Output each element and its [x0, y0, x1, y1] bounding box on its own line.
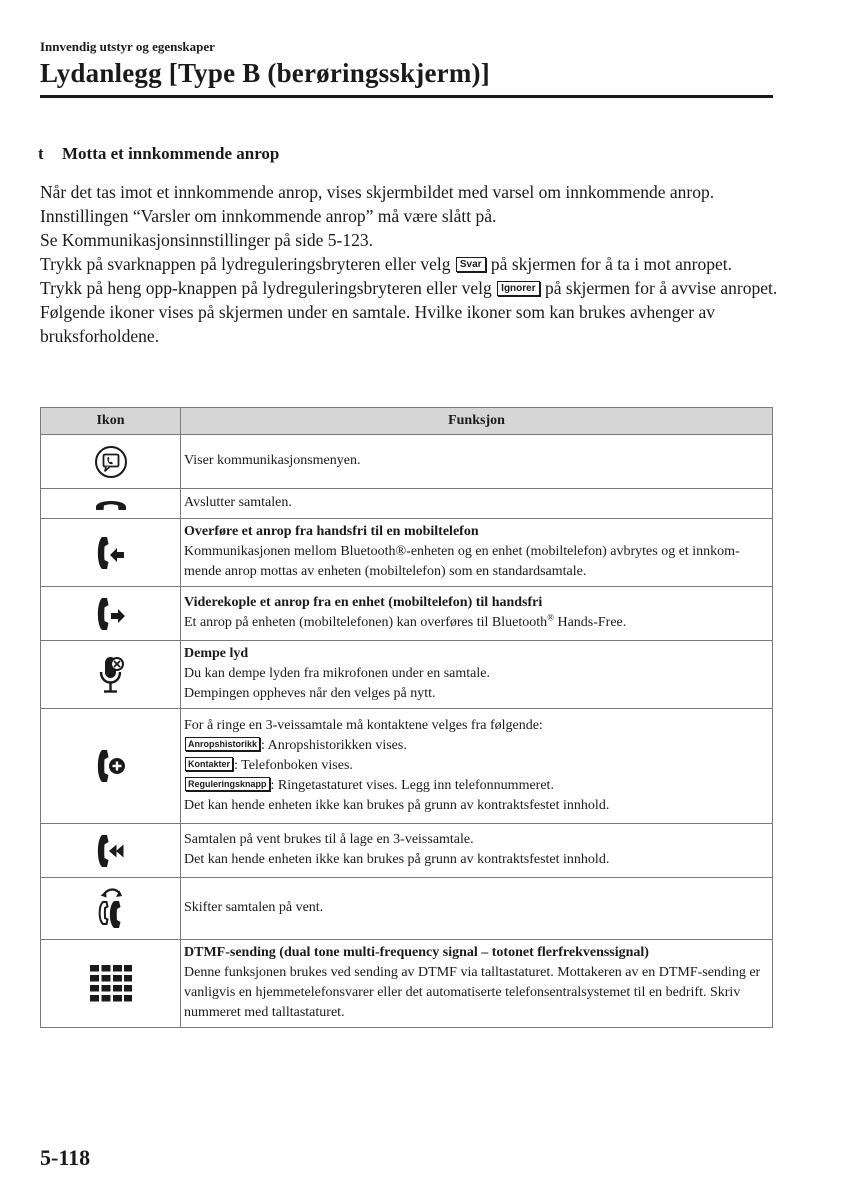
- function-text: For å ringe en 3-veissamtale må kontaktene velges fra følgende:: [184, 717, 543, 733]
- function-cell: [181, 709, 773, 824]
- icon-cell: [41, 824, 181, 878]
- ignore-key-label: Ignorer: [497, 281, 539, 296]
- function-title: Overføre et anrop fra handsfri til en mobiltelefon: [184, 524, 479, 539]
- section-label: Innvendig utstyr og egenskaper: [40, 39, 215, 54]
- transfer-to-handsfree-icon: [91, 594, 131, 634]
- table-row: [41, 940, 773, 1028]
- page-title: Lydanlegg [Type B (berøringsskjerm)]: [40, 58, 490, 88]
- function-title: Dempe lyd: [184, 646, 249, 661]
- end-call-icon: [94, 495, 128, 513]
- column-header-function: Funksjon: [181, 408, 773, 435]
- transfer-to-phone-icon: [91, 533, 131, 573]
- function-text: Denne funksjonen brukes ved sending av DTMF via talltastaturet. Mottakeren av en DTMF-sending er vanligvis en hjemmetelefonsvarer eller det automatiserte telefonsentralsystemet til en bedrift. Skriv nummeret med talltastaturet.: [184, 965, 761, 1020]
- table-row: [41, 435, 773, 489]
- function-text: Avslutter samtalen.: [184, 495, 292, 510]
- table-row: [41, 709, 773, 824]
- icon-cell: [41, 435, 181, 489]
- subsection-heading: [38, 144, 279, 164]
- swap-calls-icon: [91, 886, 131, 932]
- table-row: [41, 519, 773, 587]
- function-cell: [181, 940, 773, 1028]
- table-row: [41, 878, 773, 940]
- title-rule: [40, 95, 773, 98]
- table-row: [41, 641, 773, 709]
- icon-cell: [41, 587, 181, 641]
- merge-calls-icon: [91, 831, 131, 871]
- function-text: Dempingen oppheves når den velges på nytt.: [184, 686, 436, 701]
- icon-cell: [41, 709, 181, 824]
- function-text: Du kan dempe lyden fra mikrofonen under en samtale.: [184, 666, 490, 681]
- function-cell: [181, 489, 773, 519]
- option-line: Reguleringsknapp : Ringetastaturet vises. Legg inn telefonnummeret.: [184, 776, 767, 796]
- intro-paragraph: Se Kommunikasjonsinnstillinger på side 5-123.: [40, 230, 373, 250]
- function-title: Viderekople et anrop fra en enhet (mobiltelefon) til handsfri: [184, 595, 543, 610]
- intro-paragraph: Trykk på heng opp-knappen på lydreguleringsbryteren eller velg Ignorer på skjermen for å avvise anropet.: [40, 278, 778, 298]
- function-cell: [181, 519, 773, 587]
- intro-paragraph: Trykk på svarknappen på lydreguleringsbryteren eller velg Svar på skjermen for å ta i mot anropet.: [40, 254, 732, 274]
- icon-cell: [41, 940, 181, 1028]
- mute-microphone-icon: [94, 653, 128, 697]
- call-history-key-label: Anropshistorikk: [185, 737, 260, 751]
- intro-paragraph: Følgende ikoner vises på skjermen under en samtale. Hvilke ikoner som kan brukes avhenger av bruksforholdene.: [40, 302, 716, 346]
- option-line: Anropshistorikk : Anropshistorikken vises.: [184, 736, 767, 756]
- bullet-icon: t: [38, 144, 44, 163]
- intro-text: [40, 180, 780, 348]
- table-header-row: [41, 408, 773, 435]
- keypad-key-label: Reguleringsknapp: [185, 777, 270, 791]
- column-header-icon: Ikon: [41, 408, 181, 435]
- function-text: Skifter samtalen på vent.: [184, 900, 324, 915]
- function-cell: [181, 878, 773, 940]
- subsection-title: Motta et innkommende anrop: [62, 144, 280, 163]
- function-cell: [181, 587, 773, 641]
- contacts-key-label: Kontakter: [185, 757, 233, 771]
- function-cell: [181, 641, 773, 709]
- icon-cell: [41, 878, 181, 940]
- function-text: Viser kommunikasjonsmenyen.: [184, 453, 361, 468]
- icon-table: [40, 407, 773, 1028]
- add-call-icon: [91, 746, 131, 786]
- icon-cell: [41, 519, 181, 587]
- table-row: [41, 824, 773, 878]
- function-text: Samtalen på vent brukes til å lage en 3-veissamtale.: [184, 832, 474, 847]
- table-row: [41, 587, 773, 641]
- answer-key-label: Svar: [456, 257, 486, 272]
- icon-cell: [41, 641, 181, 709]
- function-text: Et anrop på enheten (mobiltelefonen) kan overføres til Bluetooth® Hands-Free.: [184, 612, 627, 630]
- intro-paragraph: Når det tas imot et innkommende anrop, vises skjermbildet med varsel om innkommende anrop. Innstillingen “Varsler om innkommende anrop” må være slått på.: [40, 182, 715, 226]
- icon-cell: [41, 489, 181, 519]
- communication-menu-icon: [94, 445, 128, 479]
- function-text: Kommunikasjonen mellom Bluetooth®-enheten og en enhet (mobiltelefon) avbrytes og et innkom-mende anrop mottas av enheten (mobiltelefon) som en standardsamtale.: [184, 544, 740, 579]
- function-cell: [181, 824, 773, 878]
- table-row: [41, 489, 773, 519]
- option-line: Kontakter : Telefonboken vises.: [184, 756, 767, 776]
- page-number: 5-118: [40, 1145, 91, 1170]
- function-title: DTMF-sending (dual tone multi-frequency signal – totonet flerfrekvenssignal): [184, 945, 649, 960]
- keypad-icon: [89, 964, 133, 1004]
- function-text: Det kan hende enheten ikke kan brukes på grunn av kontraktsfestet innhold.: [184, 797, 610, 813]
- function-cell: [181, 435, 773, 489]
- function-text: Det kan hende enheten ikke kan brukes på grunn av kontraktsfestet innhold.: [184, 852, 610, 867]
